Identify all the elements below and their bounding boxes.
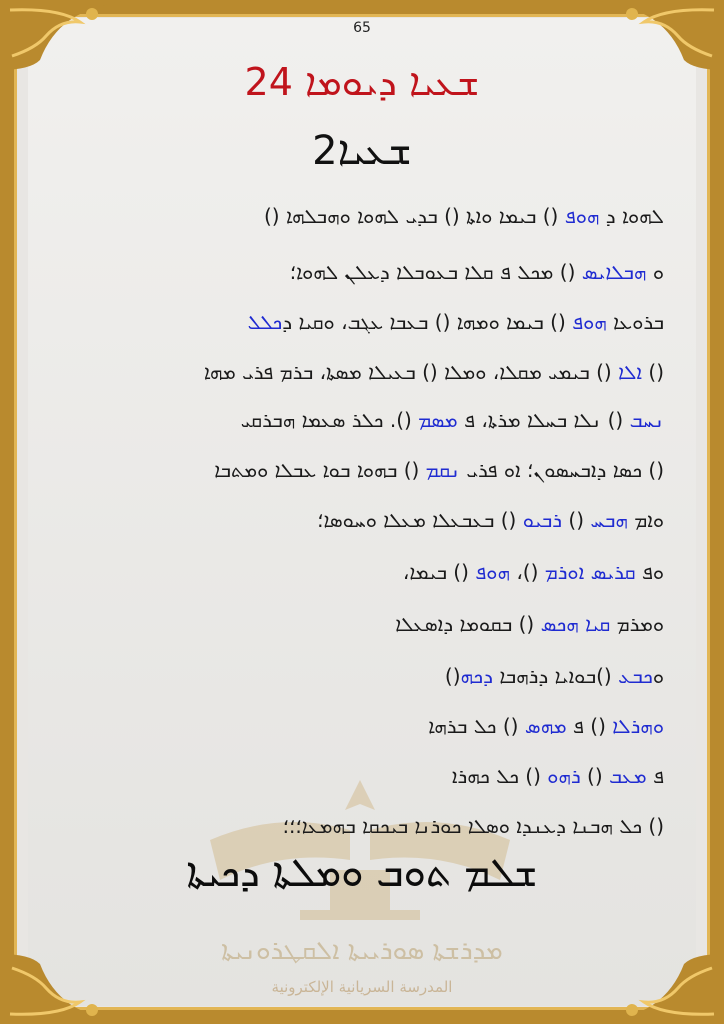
text-segment: () ܢܠܐ ܒܚܠܐ ܡܪܬܐ، ܦ bbox=[457, 408, 630, 432]
text-line bbox=[60, 664, 664, 688]
text-line bbox=[60, 560, 664, 584]
text-segment: () ܒܥܒܥܠܐ ܡܥܠܐ ܘܚܘܣܐ؛ bbox=[317, 508, 523, 532]
text-segment: ܘ bbox=[652, 664, 664, 688]
text-segment: ܦ bbox=[646, 764, 664, 788]
text-segment: ܘܦ bbox=[635, 560, 664, 584]
text-segment: () ܒܗܘܐ ܒܘܐ ܥܒܠܐ ܘܡܬܒܐ bbox=[214, 458, 426, 482]
highlighted-word: ܢܚܒ bbox=[629, 408, 664, 432]
text-line bbox=[60, 310, 664, 334]
text-segment: () bbox=[642, 360, 664, 384]
text-line bbox=[60, 204, 664, 228]
page-number: 65 bbox=[353, 20, 371, 36]
text-segment: ܘܡܪܡ bbox=[610, 612, 664, 636]
highlighted-word: ܪܗܘ bbox=[547, 764, 581, 788]
text-line bbox=[60, 458, 664, 482]
page-subtitle bbox=[0, 128, 724, 174]
page-title bbox=[0, 60, 724, 105]
text-segment: () ܒܝܡܐ ܘܐܬܐ () ܒܕܝ ܠܗܘܐ ܘܗܒܠܗܐ () bbox=[264, 204, 565, 228]
text-line bbox=[60, 260, 664, 284]
text-segment: () ܒܩܘܡܐ ܕܐܣܥܠܐ bbox=[395, 612, 541, 636]
highlighted-word: ܪܒܝܘ bbox=[522, 508, 563, 532]
text-segment: () bbox=[562, 508, 591, 532]
text-segment: ܘܐܡ bbox=[627, 508, 664, 532]
closing-blessing: ܫܠܡ ܬܘܒ ܘܡܠܬܐ ܕܟܝܬܐ bbox=[186, 850, 538, 896]
school-name-arabic-watermark: المدرسة السريانية الإلكترونية bbox=[271, 978, 453, 996]
text-segment: ܘ bbox=[646, 260, 664, 284]
highlighted-word: ܗܒܚ bbox=[590, 508, 628, 532]
highlighted-word: ܗܘܦ bbox=[572, 310, 607, 334]
text-segment: () ܒܝܡܝ ܡܩܠܐ، ܘܡܠܐ () ܒܥܝܠܐ ܡܣܬܐ، ܒܪܡ ܦܪܝ ܡܗܐ bbox=[203, 360, 619, 384]
highlighted-word: ܢܩܡ bbox=[425, 458, 461, 482]
highlighted-word: ܐܠܐ bbox=[618, 360, 643, 384]
text-line bbox=[60, 714, 664, 738]
text-line bbox=[60, 508, 664, 532]
highlighted-word: ܟܠܠ bbox=[247, 310, 283, 334]
highlighted-word: ܩܪܝܣ ܐܘܪܡ bbox=[544, 560, 636, 584]
text-segment: () ܡܟܠ ܦ ܩܠܐ ܒܥܘܒܠܐ ܕܥܠܢ ܠܗܘܐ؛ bbox=[289, 260, 582, 284]
text-segment: ܠܗܘܐ ܕ bbox=[599, 204, 664, 228]
text-segment: () bbox=[444, 664, 461, 688]
text-segment: () ܟܠ ܗܒܢܐ ܕܥܢܕܐ ܘܣܠܐ ܟܘܪܢܐ ܒܝܟܩܐ ܒܗܡܥܐ؛؛؛ bbox=[282, 814, 664, 838]
subtitle-text: ܫܥܝܐ bbox=[337, 128, 412, 174]
title-number: 24 bbox=[244, 60, 293, 104]
text-line bbox=[60, 814, 664, 838]
text-segment: () bbox=[580, 764, 609, 788]
text-segment: ܟܣܐ ܕܐܒܚܣܘܢ؛ ܐܘ ܦܪܝ bbox=[460, 458, 643, 482]
text-segment: () ܦ bbox=[566, 714, 613, 738]
text-segment: () ܟܠ ܟܗܪܐ bbox=[451, 764, 548, 788]
text-segment: ܒܪܘܥܐ bbox=[606, 310, 664, 334]
highlighted-word: ܗܘܦ bbox=[564, 204, 600, 228]
text-line bbox=[60, 612, 664, 636]
text-segment: ()، bbox=[509, 560, 545, 584]
highlighted-word: ܗܘܦ bbox=[475, 560, 510, 584]
highlighted-word: ܡܣܡ bbox=[418, 408, 458, 432]
text-segment: (). ܟܠܪ ܣܥܡܐ ܗܒܪܩܝ bbox=[240, 408, 419, 432]
highlighted-word: ܟܒܥ bbox=[618, 664, 653, 688]
text-line bbox=[60, 408, 664, 432]
highlighted-word: ܕܟܗ bbox=[460, 664, 493, 688]
title-text: ܫܥܝܐ ܕܝܘܡܐ bbox=[304, 60, 480, 104]
text-segment: () ܒܝܡܐ ܘܡܗܐ () ܒܥܒܐ ܥܓܒ، ܘܩܝܐ ܕ bbox=[282, 310, 573, 334]
text-segment: ()ܒܘܐܝܐ ܕܪܗܒܐ bbox=[492, 664, 619, 688]
text-line bbox=[60, 764, 664, 788]
text-segment: () ܟܠ ܒܪܗܐ bbox=[428, 714, 525, 738]
school-name-syriac-watermark: ܡܕܪܫܬܐ ܣܘܪܝܝܬܐ ܐܠܩܛܪܘܢܝܬܐ bbox=[221, 936, 503, 966]
text-line bbox=[60, 360, 664, 384]
highlighted-word: ܘܗܪܠܐ bbox=[612, 714, 664, 738]
subtitle-number: 2 bbox=[312, 128, 338, 174]
highlighted-word: ܡܗܣ bbox=[524, 714, 567, 738]
highlighted-word: ܗܒܠܐܝܣ bbox=[581, 260, 647, 284]
highlighted-word: ܩܝܐ ܗܟܣ bbox=[540, 612, 611, 636]
highlighted-word: ܡܥܒ bbox=[609, 764, 647, 788]
text-segment: () ܒܝܡܐ، bbox=[402, 560, 476, 584]
text-segment: () bbox=[642, 458, 664, 482]
